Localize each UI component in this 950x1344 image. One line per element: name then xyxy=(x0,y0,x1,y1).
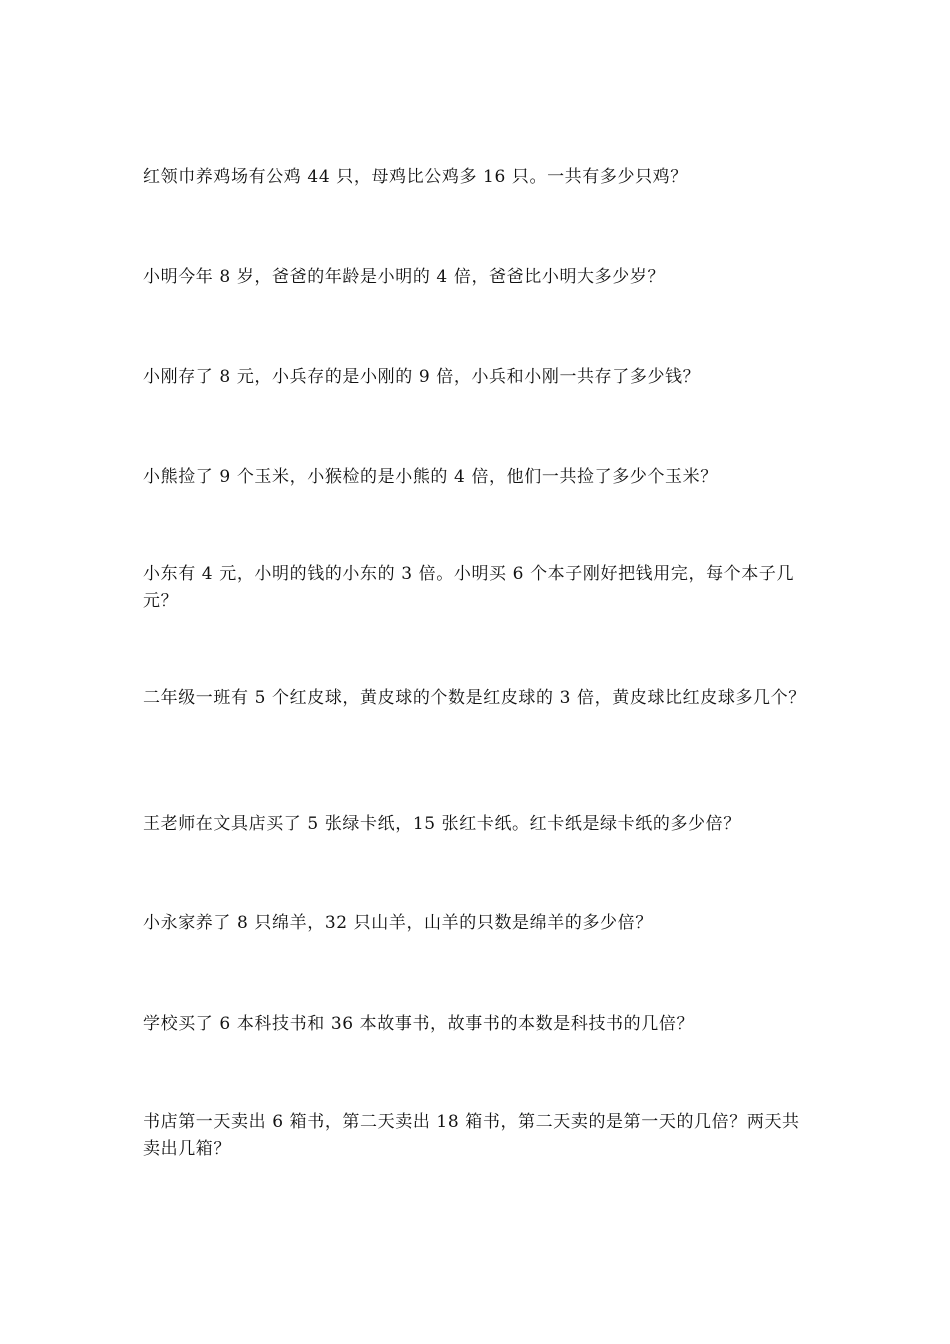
question-1: 红领巾养鸡场有公鸡 44 只，母鸡比公鸡多 16 只。一共有多少只鸡？ xyxy=(143,167,688,187)
question-4: 小熊捡了 9 个玉米，小猴检的是小熊的 4 倍，他们一共捡了多少个玉米？ xyxy=(143,467,718,487)
question-6: 二年级一班有 5 个红皮球，黄皮球的个数是红皮球的 3 倍，黄皮球比红皮球多几个？ xyxy=(143,688,806,708)
question-5: 小东有 4 元，小明的钱的小东的 3 倍。小明买 6 个本子刚好把钱用完，每个本子几元？ xyxy=(143,564,795,611)
question-2: 小明今年 8 岁，爸爸的年龄是小明的 4 倍，爸爸比小明大多少岁？ xyxy=(143,267,666,287)
question-7: 王老师在文具店买了 5 张绿卡纸，15 张红卡纸。红卡纸是绿卡纸的多少倍？ xyxy=(143,814,741,834)
question-8: 小永家养了 8 只绵羊，32 只山羊，山羊的只数是绵羊的多少倍？ xyxy=(143,913,653,933)
question-3: 小刚存了 8 元，小兵存的是小刚的 9 倍，小兵和小刚一共存了多少钱？ xyxy=(143,367,701,387)
question-10: 书店第一天卖出 6 箱书，第二天卖出 18 箱书，第二天卖的是第一天的几倍？两天共卖出几箱？ xyxy=(143,1112,800,1159)
question-9: 学校买了 6 本科技书和 36 本故事书，故事书的本数是科技书的几倍？ xyxy=(143,1014,695,1034)
